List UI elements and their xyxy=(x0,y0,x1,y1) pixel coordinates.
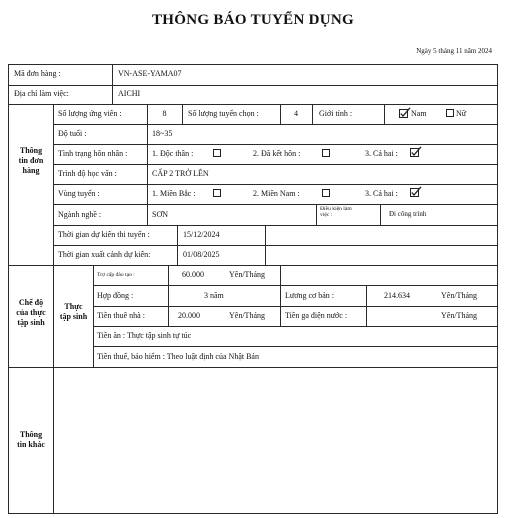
rent-label: Tiền thuê nhà : xyxy=(97,311,145,320)
page-title: THÔNG BÁO TUYỂN DỤNG xyxy=(152,12,354,28)
date-line: Ngày 5 tháng 11 năm 2024 xyxy=(416,47,492,55)
exam-date-value: 15/12/2024 xyxy=(183,230,220,239)
gender-female-checkbox[interactable] xyxy=(446,109,454,117)
contract-label: Hợp đồng : xyxy=(97,291,134,300)
work-address-value: AICHI xyxy=(118,89,141,98)
region-option-both: 3. Cả hai : xyxy=(365,189,398,198)
tax-insurance-text: Tiền thuế, bảo hiểm : Theo luật định của Nhật Bản xyxy=(97,352,259,361)
utility-unit: Yên/Tháng xyxy=(441,311,477,320)
marital-option-married: 2. Đã kết hôn : xyxy=(253,149,301,158)
marital-option-single: 1. Độc thân : xyxy=(152,149,194,158)
marital-option-both: 3. Cả hai : xyxy=(365,149,398,158)
contract-value: 3 năm xyxy=(204,291,224,300)
industry-label: Ngành nghề : xyxy=(58,210,102,219)
utility-label: Tiền ga điện nước : xyxy=(285,311,348,320)
region-option-south: 2. Miền Nam : xyxy=(253,189,300,198)
gender-female-label: Nữ xyxy=(456,109,467,118)
region-option-north: 1. Miền Bắc : xyxy=(152,189,196,198)
gender-male-label: Nam xyxy=(411,109,427,118)
section-other-heading: Thông tin khác xyxy=(17,430,45,449)
meals-text: Tiền ăn : Thực tập sinh tự túc xyxy=(97,331,192,340)
age-label: Độ tuổi : xyxy=(58,129,87,138)
region-both-checkbox[interactable] xyxy=(410,186,422,197)
exam-date-label: Thời gian dự kiến thi tuyển : xyxy=(58,230,150,239)
base-salary-value: 214.634 xyxy=(384,291,410,300)
training-allowance-label: Trợ cấp đào tạo : xyxy=(97,272,135,278)
rent-unit: Yên/Tháng xyxy=(229,311,265,320)
industry-value: SƠN xyxy=(152,210,169,219)
trainee-subheading: Thực tập sinh xyxy=(59,302,88,321)
selected-label: Số lượng tuyển chọn : xyxy=(188,109,259,118)
table-border-top xyxy=(8,64,498,65)
departure-date-label: Thời gian xuất cảnh dự kiến: xyxy=(58,250,151,259)
marital-single-checkbox[interactable] xyxy=(213,149,221,157)
table-border-bottom xyxy=(8,513,498,514)
conditions-value: Đi công trình xyxy=(389,210,427,218)
gender-label: Giới tính : xyxy=(319,109,353,118)
region-label: Vùng tuyển : xyxy=(58,189,100,198)
marital-both-checkbox[interactable] xyxy=(410,146,422,157)
other-info-area[interactable] xyxy=(54,368,497,513)
applicants-label: Số lượng ứng viên : xyxy=(58,109,122,118)
work-address-label: Địa chỉ làm việc: xyxy=(14,89,69,98)
departure-date-value: 01/08/2025 xyxy=(183,250,220,259)
age-value: 18~35 xyxy=(152,129,173,138)
table-border-right xyxy=(497,64,498,514)
rent-value: 20.000 xyxy=(178,311,200,320)
marital-married-checkbox[interactable] xyxy=(322,149,330,157)
base-salary-unit: Yên/Tháng xyxy=(441,291,477,300)
selected-value: 4 xyxy=(294,109,298,118)
applicants-value: 8 xyxy=(162,109,167,118)
conditions-label: Điều kiện làm việc : xyxy=(320,206,352,218)
base-salary-label: Lương cơ bản : xyxy=(285,291,335,300)
education-label: Trình độ học vấn : xyxy=(58,169,117,178)
training-allowance-unit: Yên/Tháng xyxy=(229,270,265,279)
region-north-checkbox[interactable] xyxy=(213,189,221,197)
marital-label: Tình trạng hôn nhân : xyxy=(58,149,128,158)
gender-male-checkbox[interactable] xyxy=(399,107,411,118)
section-order-heading: Thông tin đơn hàng xyxy=(18,146,44,175)
training-allowance-value: 60.000 xyxy=(182,270,204,279)
order-code-label: Mã đơn hàng : xyxy=(14,69,61,78)
education-value: CẤP 2 TRỞ LÊN xyxy=(152,169,209,178)
region-south-checkbox[interactable] xyxy=(322,189,330,197)
section-benefits-heading: Chế độ của thực tập sinh xyxy=(16,298,46,327)
order-code-value: VN-ASE-YAMA07 xyxy=(118,69,182,78)
